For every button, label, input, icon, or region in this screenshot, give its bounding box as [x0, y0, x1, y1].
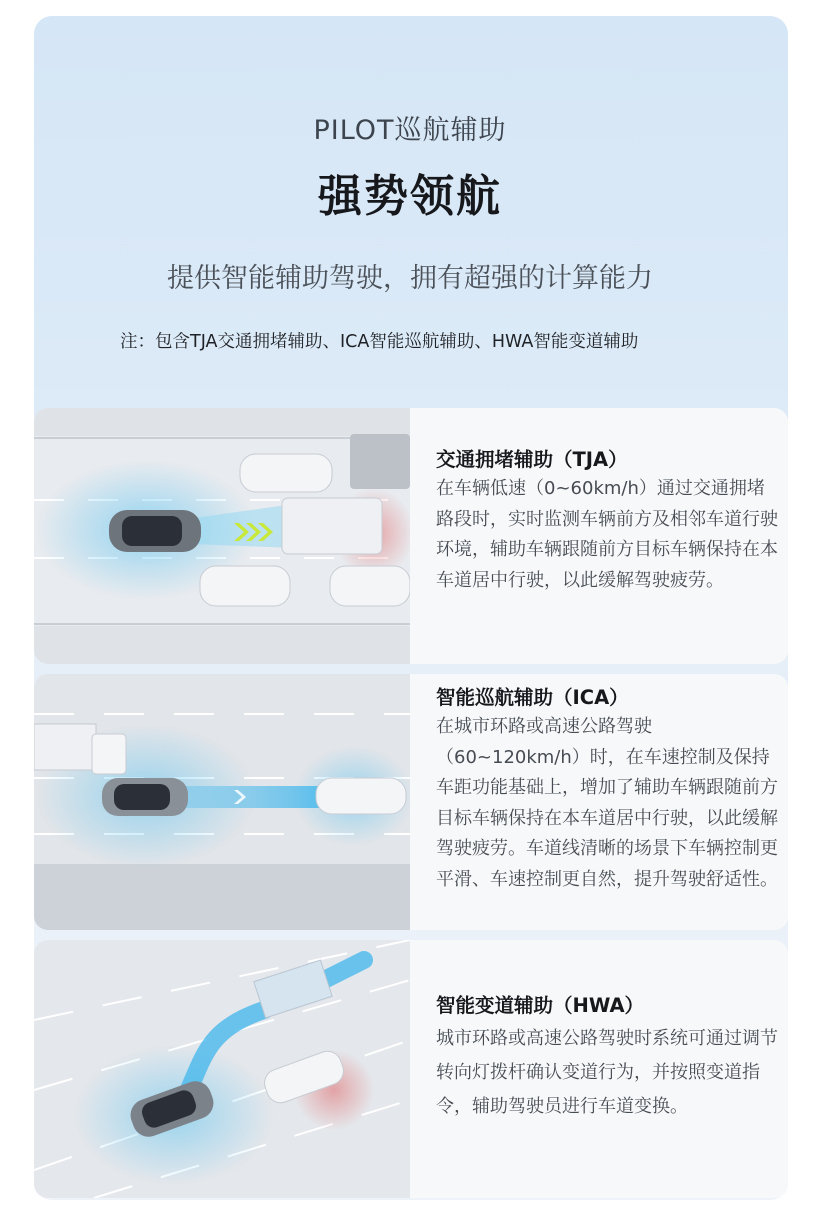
- hwa-description: 城市环路或高速公路驾驶时系统可通过调节转向灯拨杆确认变道行为，并按照变道指令，辅助驾驶员进行车道变换。: [436, 1028, 778, 1117]
- tja-title: 交通拥堵辅助（TJA）: [436, 448, 628, 471]
- hwa-text-panel: [410, 940, 788, 1198]
- feature-card-ica: [34, 674, 788, 930]
- feature-card-hwa: [34, 940, 788, 1198]
- page-tagline: 提供智能辅助驾驶，拥有超强的计算能力: [167, 263, 653, 294]
- feature-card-tja: [34, 408, 788, 664]
- tja-illustration: [34, 408, 410, 664]
- ica-illustration: [34, 674, 410, 930]
- ica-description: 在城市环路或高速公路驾驶（60~120km/h）时，在车速控制及保持车距功能基础上，增加了辅助车辆跟随前方目标车辆保持在本车道居中行驶，以此缓解驾驶疲劳。车道线清晰的场景下车辆控制更平滑、车速控制更自然，提升驾驶舒适性。: [436, 716, 778, 890]
- page-subtitle: PILOT巡航辅助: [313, 115, 507, 146]
- hwa-title: 智能变道辅助（HWA）: [436, 994, 645, 1017]
- ica-title: 智能巡航辅助（ICA）: [436, 686, 629, 709]
- tja-text-panel: [410, 408, 788, 664]
- page-title: 强势领航: [318, 171, 502, 222]
- hwa-illustration: [34, 940, 410, 1198]
- feature-note: 注：包含TJA交通拥堵辅助、ICA智能巡航辅助、HWA智能变道辅助: [120, 332, 639, 352]
- tja-description: 在车辆低速（0~60km/h）通过交通拥堵路段时，实时监测车辆前方及相邻车道行驶环境，辅助车辆跟随前方目标车辆保持在本车道居中行驶，以此缓解驾驶疲劳。: [436, 478, 778, 591]
- ica-text-panel: [410, 674, 788, 930]
